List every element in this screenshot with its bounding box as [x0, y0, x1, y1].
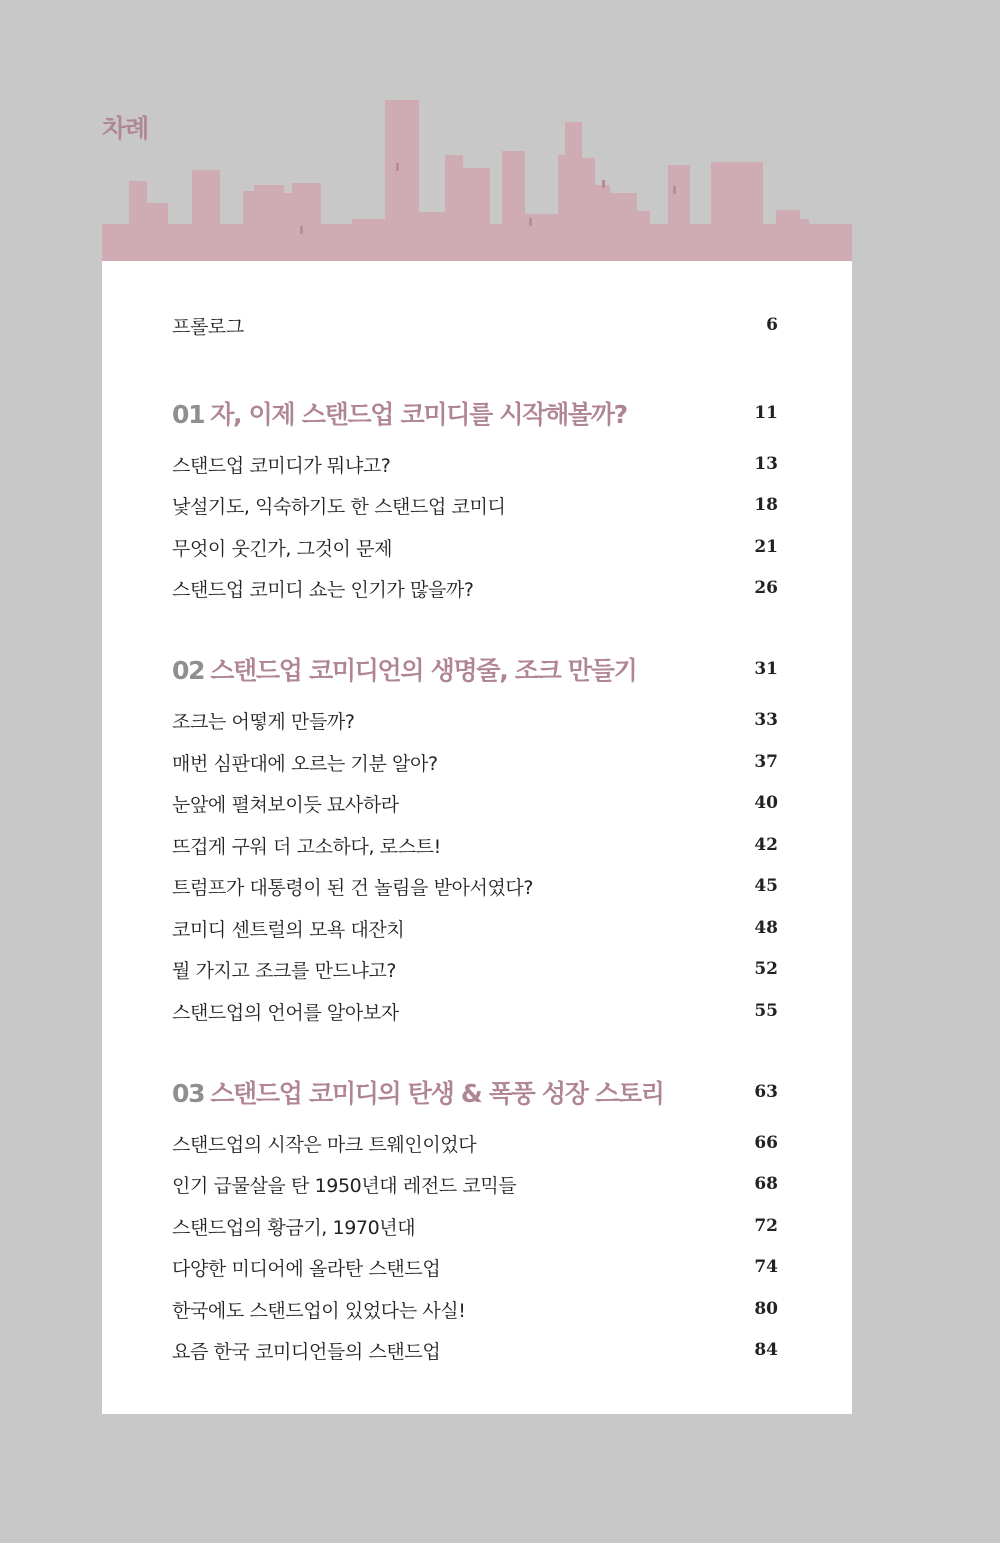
entry-title: 한국에도 스탠드업이 있었다는 사실! [172, 1299, 466, 1322]
entry-title: 매번 심판대에 오르는 기분 알아? [172, 752, 438, 775]
chapter-heading[interactable] [172, 652, 778, 686]
chapter-title: 스탠드업 코미디언의 생명줄, 조크 만들기 [210, 656, 637, 685]
chapter-heading[interactable] [172, 1075, 778, 1109]
entry-page-number: 68 [754, 1174, 778, 1194]
entry-title: 스탠드업의 시작은 마크 트웨인이었다 [172, 1133, 477, 1156]
entry-title: 무엇이 웃긴가, 그것이 문제 [172, 537, 393, 560]
entry-title: 스탠드업 코미디가 뭐냐고? [172, 454, 391, 477]
toc-prologue[interactable] [172, 308, 778, 342]
entry-title: 뜨겁게 구워 더 고소하다, 로스트! [172, 835, 441, 858]
entry-page-number: 55 [754, 1001, 778, 1021]
toc-heading: 차례 [102, 114, 149, 143]
entry-title: 코미디 센트럴의 모욕 대잔치 [172, 918, 405, 941]
toc-entry[interactable] [172, 911, 778, 945]
toc-entry[interactable] [172, 1292, 778, 1326]
toc-entry[interactable] [172, 571, 778, 605]
toc-entry[interactable] [172, 745, 778, 779]
toc-entry[interactable] [172, 952, 778, 986]
toc-entry[interactable] [172, 994, 778, 1028]
chapter-page-number: 31 [754, 659, 778, 679]
chapter-heading[interactable] [172, 396, 778, 430]
entry-title: 눈앞에 펼쳐보이듯 묘사하라 [172, 793, 399, 816]
entry-page-number: 42 [754, 835, 778, 855]
skyline-illustration [0, 0, 1000, 262]
chapter-number: 02 [172, 656, 205, 685]
entry-page-number: 13 [754, 454, 778, 474]
chapter-label [172, 651, 636, 687]
toc-entry[interactable] [172, 1167, 778, 1201]
chapter-number: 01 [172, 400, 205, 429]
toc-page [102, 261, 852, 1414]
chapter-label [172, 395, 627, 431]
entry-title: 요즘 한국 코미디언들의 스탠드업 [172, 1340, 441, 1363]
toc-entry[interactable] [172, 530, 778, 564]
entry-title: 프롤로그 [172, 315, 244, 338]
chapter-page-number: 63 [754, 1082, 778, 1102]
entry-title: 뭘 가지고 조크를 만드냐고? [172, 959, 397, 982]
toc-entry[interactable] [172, 828, 778, 862]
toc-entry[interactable] [172, 869, 778, 903]
entry-title: 스탠드업의 황금기, 1970년대 [172, 1216, 416, 1239]
entry-page-number: 48 [754, 918, 778, 938]
entry-page-number: 6 [766, 315, 778, 335]
entry-page-number: 74 [754, 1257, 778, 1277]
entry-page-number: 52 [754, 959, 778, 979]
toc-entry[interactable] [172, 1209, 778, 1243]
entry-title: 다양한 미디어에 올라탄 스탠드업 [172, 1257, 441, 1280]
entry-page-number: 80 [754, 1299, 778, 1319]
chapter-label [172, 1074, 664, 1110]
toc-entry[interactable] [172, 786, 778, 820]
entry-page-number: 40 [754, 793, 778, 813]
entry-title: 조크는 어떻게 만들까? [172, 710, 355, 733]
entry-page-number: 84 [754, 1340, 778, 1360]
entry-page-number: 45 [754, 876, 778, 896]
chapter-title: 자, 이제 스탠드업 코미디를 시작해볼까? [210, 400, 627, 429]
toc-entry[interactable] [172, 703, 778, 737]
toc-entry[interactable] [172, 488, 778, 522]
toc-entry[interactable] [172, 1333, 778, 1367]
toc-entry[interactable] [172, 1250, 778, 1284]
entry-page-number: 33 [754, 710, 778, 730]
entry-title: 트럼프가 대통령이 된 건 놀림을 받아서였다? [172, 876, 534, 899]
entry-page-number: 26 [754, 578, 778, 598]
toc-entry[interactable] [172, 1126, 778, 1160]
entry-page-number: 18 [754, 495, 778, 515]
toc-entry[interactable] [172, 447, 778, 481]
entry-page-number: 21 [754, 537, 778, 557]
entry-title: 스탠드업의 언어를 알아보자 [172, 1001, 399, 1024]
entry-title: 스탠드업 코미디 쇼는 인기가 많을까? [172, 578, 474, 601]
chapter-page-number: 11 [754, 403, 778, 423]
entry-title: 인기 급물살을 탄 1950년대 레전드 코믹들 [172, 1174, 517, 1197]
entry-title: 낯설기도, 익숙하기도 한 스탠드업 코미디 [172, 495, 506, 518]
chapter-title: 스탠드업 코미디의 탄생 & 폭풍 성장 스토리 [210, 1079, 664, 1108]
entry-page-number: 37 [754, 752, 778, 772]
entry-page-number: 72 [754, 1216, 778, 1236]
chapter-number: 03 [172, 1079, 205, 1108]
entry-page-number: 66 [754, 1133, 778, 1153]
